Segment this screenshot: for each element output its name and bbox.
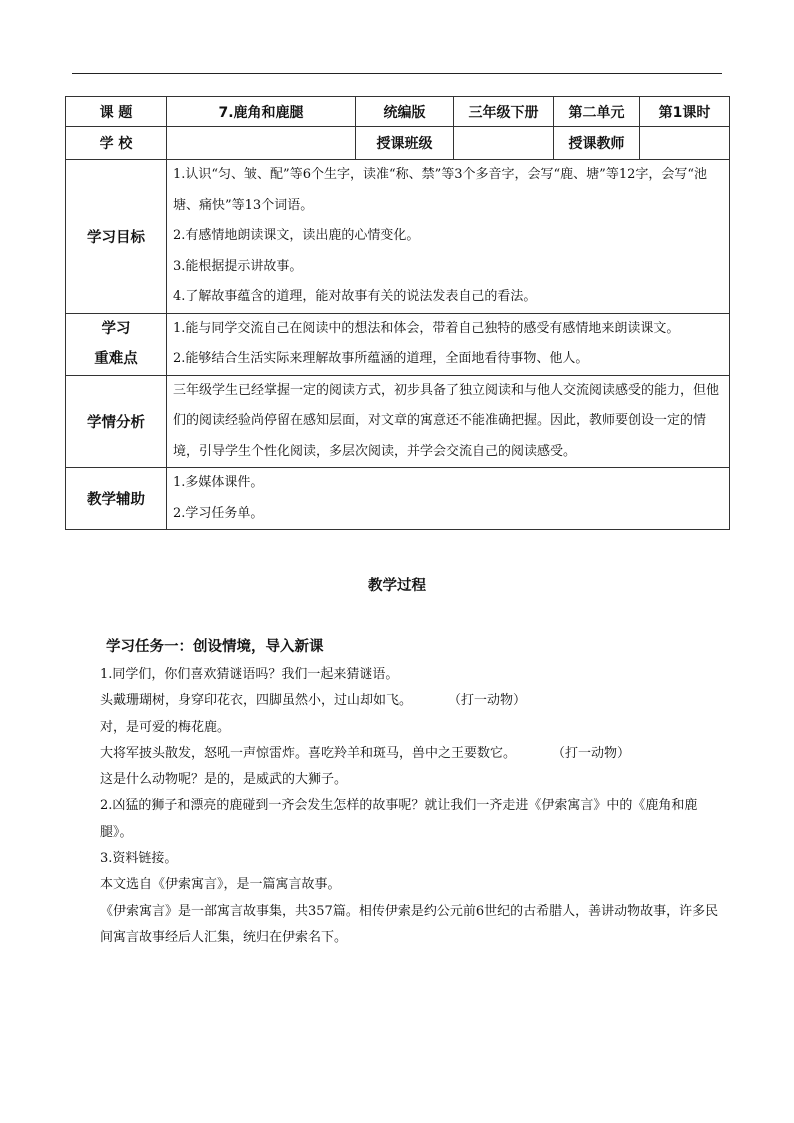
riddle1-note: （打一动物） [448,693,527,709]
key-point-item: 2.能够结合生活实际来理解故事所蕴涵的道理，全面地看待事物、他人。 [173,351,589,366]
key-points-label-line2: 重难点 [94,351,138,367]
lesson-plan-table [65,96,730,530]
goals-row [66,160,730,314]
key-point-item: 1.能与同学交流自己在阅读中的想法和体会，带着自己独特的感受有感情地来朗读课文。 [173,320,680,336]
task1-paragraph: 1.同学们，你们喜欢猜谜语吗？我们一起来猜谜语。 [100,667,399,682]
aids-label: 教学辅助 [66,468,167,530]
process-title: 教学过程 [368,578,426,594]
school-row [66,127,730,160]
goals-content [167,160,730,314]
class-label: 授课班级 [356,127,454,160]
riddle-line [100,688,722,714]
riddle2-text: 大将军披头散发，怒吼一声惊雷炸。喜吃羚羊和斑马，兽中之王要数它。 [100,745,517,761]
task1-paragraph: 本文选自《伊索寓言》，是一篇寓言故事。 [100,877,341,893]
riddle2-note: （打一动物） [552,745,631,761]
course-label: 课 题 [66,97,167,127]
course-title: 7.鹿角和鹿腿 [167,97,356,127]
task1-section [100,632,722,951]
unit: 第二单元 [554,97,640,127]
key-points-content [167,313,730,375]
goal-item: 2.有感情地朗读课文，读出鹿的心情变化。 [173,228,420,243]
key-points-label-line1: 学习 [101,321,131,337]
task1-paragraph: 《伊索寓言》是一部寓言故事集，共357篇。相传伊索是约公元前6世纪的古希腊人，善讲动物故事，许多民间寓言故事经后人汇集，统归在伊索名下。 [100,903,719,945]
school-label: 学 校 [66,127,167,160]
aid-item: 1.多媒体课件。 [173,475,264,490]
period: 第1课时 [640,97,730,127]
aids-content [167,468,730,530]
task1-title: 学习任务一：创设情境，导入新课 [106,639,324,655]
analysis-row [66,375,730,468]
task1-paragraph: 2.凶猛的狮子和漂亮的鹿碰到一齐会发生怎样的故事呢？就让我们一齐走进《伊索寓言》中的《鹿角和鹿腿》。 [100,798,698,840]
riddle1-text: 头戴珊瑚树，身穿印花衣，四脚虽然小，过山却如飞。 [100,693,413,709]
aids-row [66,468,730,530]
header-rule [72,73,722,74]
aid-item: 2.学习任务单。 [173,505,264,521]
goal-item: 3.能根据提示讲故事。 [173,258,303,274]
edition: 统编版 [356,97,454,127]
key-points-label [66,313,167,375]
grade: 三年级下册 [454,97,554,127]
header-row [66,97,730,127]
riddle2-answer: 这是什么动物呢？是的，是威武的大狮子。 [100,772,348,788]
goal-item: 4.了解故事蕴含的道理，能对故事有关的说法发表自己的看法。 [173,289,537,304]
riddle1-answer: 对，是可爱的梅花鹿。 [100,719,231,735]
analysis-text: 三年级学生已经掌握一定的阅读方式，初步具备了独立阅读和与他人交流阅读感受的能力，但他们的阅读经验尚停留在感知层面，对文章的寓意还不能准确把握。因此，教师要创设一定的情境，引导学生个性化阅读，多层次阅读，并学会交流自己的阅读感受。 [173,382,720,459]
goals-label: 学习目标 [66,160,167,314]
task1-paragraph: 3.资料链接。 [100,851,178,867]
teacher-label: 授课教师 [554,127,640,160]
goal-item: 1.认识“匀、皱、配”等6个生字，读准“称、禁”等3个多音字，会写“鹿、塘”等12字，会写“池塘、痛快”等13个词语。 [173,167,708,213]
school-value [167,127,356,160]
analysis-label: 学情分析 [66,375,167,468]
class-value [454,127,554,160]
teacher-value [640,127,730,160]
analysis-content [167,375,730,468]
key-points-row [66,313,730,375]
riddle-line [100,741,722,767]
